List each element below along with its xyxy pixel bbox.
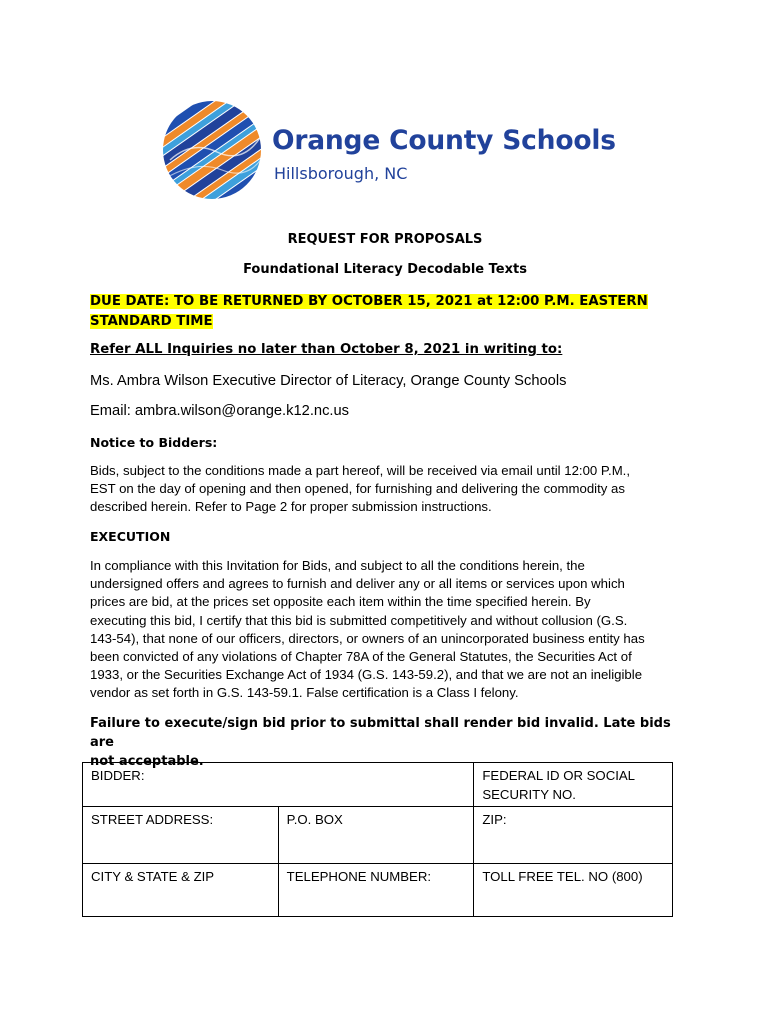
execution-line: 1933, or the Securities Exchange Act of 1934 (G.S. 143-59.2), and that we are not an ineligible bbox=[90, 667, 643, 683]
execution-line: 143-54), that none of our officers, directors, or owners of an unincorporated business entity has bbox=[90, 630, 645, 646]
document-subtitle: Foundational Literacy Decodable Texts bbox=[243, 262, 527, 277]
bidder-field[interactable] bbox=[83, 763, 474, 807]
document-title: REQUEST FOR PROPOSALS bbox=[287, 232, 483, 247]
table-row bbox=[83, 763, 673, 807]
city-state-zip-field[interactable] bbox=[83, 864, 279, 917]
failure-line-2: not acceptable. bbox=[90, 754, 204, 769]
zip-field[interactable] bbox=[474, 807, 673, 864]
school-logo bbox=[162, 100, 622, 200]
logo-school-name: Orange County Schools bbox=[272, 125, 616, 156]
zip-label: ZIP: bbox=[482, 812, 507, 827]
logo-location: Hillsborough, NC bbox=[274, 164, 408, 183]
bidder-info-table bbox=[82, 762, 673, 917]
federal-id-field[interactable] bbox=[474, 763, 673, 807]
notice-paragraph bbox=[90, 462, 690, 517]
failure-line-1: Failure to execute/sign bid prior to submittal shall render bid invalid. Late bids are bbox=[90, 716, 671, 750]
contact-email: Email: ambra.wilson@orange.k12.nc.us bbox=[90, 403, 350, 419]
execution-line: prices are bid, at the prices set opposite each item within the time specified herein. By bbox=[90, 594, 591, 610]
execution-heading: EXECUTION bbox=[90, 529, 171, 544]
execution-line: been convicted of any violations of Chapter 78A of the General Statutes, the Securities Act of bbox=[90, 649, 632, 665]
notice-heading: Notice to Bidders: bbox=[90, 435, 218, 450]
contact-person: Ms. Ambra Wilson Executive Director of Literacy, Orange County Schools bbox=[90, 373, 567, 389]
notice-line: described herein. Refer to Page 2 for proper submission instructions. bbox=[90, 499, 492, 515]
toll-free-field[interactable] bbox=[474, 864, 673, 917]
city-state-zip-label: CITY & STATE & ZIP bbox=[91, 869, 215, 884]
globe-logo-icon bbox=[162, 100, 262, 200]
telephone-label: TELEPHONE NUMBER: bbox=[286, 869, 432, 884]
due-date-notice bbox=[90, 292, 680, 332]
due-date-line-1: DUE DATE: TO BE RETURNED BY OCTOBER 15, 2021 at 12:00 P.M. EASTERN bbox=[90, 294, 648, 309]
federal-id-label-2: SECURITY NO. bbox=[482, 787, 576, 802]
notice-line: Bids, subject to the conditions made a part hereof, will be received via email until 12:00 P.M., bbox=[90, 463, 631, 478]
po-box-field[interactable] bbox=[278, 807, 474, 864]
due-date-line-2: STANDARD TIME bbox=[90, 314, 213, 329]
bidder-label: BIDDER: bbox=[91, 768, 145, 783]
table-row bbox=[83, 807, 673, 864]
telephone-field[interactable] bbox=[278, 864, 474, 917]
federal-id-label-1: FEDERAL ID OR SOCIAL bbox=[482, 768, 636, 783]
execution-line: undersigned offers and agrees to furnish and deliver any or all items or services upon which bbox=[90, 576, 625, 592]
po-box-label: P.O. BOX bbox=[286, 812, 343, 827]
execution-line: vendor as set forth in G.S. 143-59.1. False certification is a Class I felony. bbox=[90, 685, 519, 701]
execution-paragraph bbox=[90, 557, 690, 703]
toll-free-label: TOLL FREE TEL. NO (800) bbox=[482, 869, 643, 884]
table-row bbox=[83, 864, 673, 917]
street-address-field[interactable] bbox=[83, 807, 279, 864]
inquiries-deadline: Refer ALL Inquiries no later than October 8, 2021 in writing to: bbox=[90, 342, 563, 357]
notice-line: EST on the day of opening and then opened, for furnishing and delivering the commodity as bbox=[90, 481, 625, 497]
execution-line: In compliance with this Invitation for Bids, and subject to all the conditions herein, the bbox=[90, 558, 585, 573]
execution-line: executing this bid, I certify that this bid is submitted competitively and without collusion (G.S. bbox=[90, 612, 628, 628]
street-address-label: STREET ADDRESS: bbox=[91, 812, 214, 827]
